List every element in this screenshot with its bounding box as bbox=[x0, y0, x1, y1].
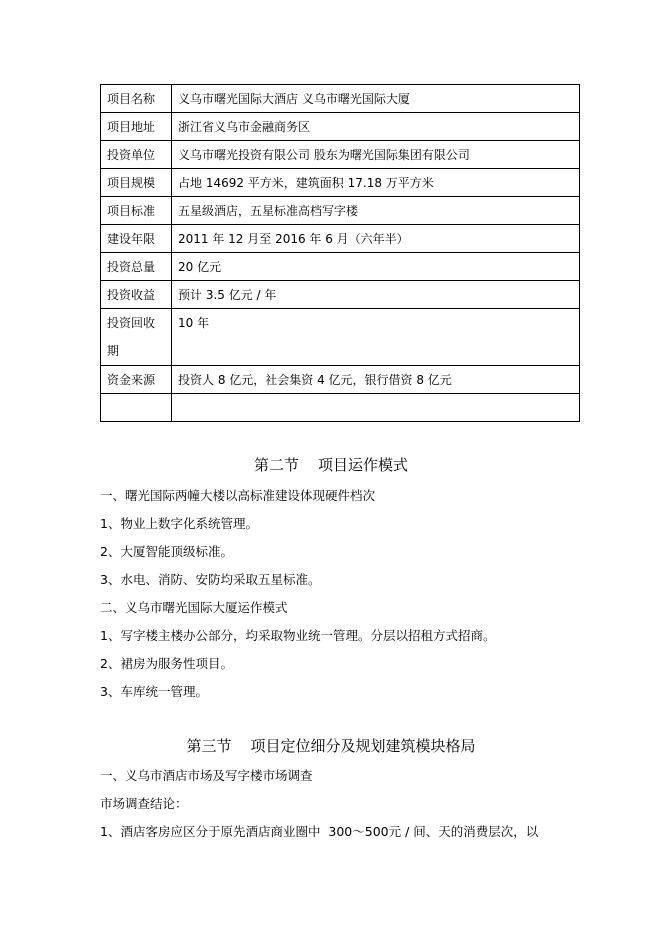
section-3-title: 第三节 项目定位细分及规划建筑模块格局 bbox=[186, 737, 476, 755]
table-row bbox=[101, 197, 580, 225]
table-row bbox=[101, 281, 580, 309]
row-value: 预计 3.5 亿元 / 年 bbox=[172, 281, 580, 309]
row-value: 2011 年 12 月至 2016 年 6 月（六年半） bbox=[172, 225, 580, 253]
table-row bbox=[101, 141, 580, 169]
section-2-line: 1、写字楼主楼办公部分，均采取物业统一管理。分层以招租方式招商。 bbox=[100, 628, 496, 643]
row-value: 义乌市曙光国际大酒店 义乌市曙光国际大厦 bbox=[172, 85, 580, 113]
section-2-line: 3、水电、消防、安防均采取五星标准。 bbox=[100, 572, 321, 587]
table-row bbox=[101, 366, 580, 394]
section-3-line: 一、义乌市酒店市场及写字楼市场调查 bbox=[100, 768, 313, 783]
row-label: 投资总量 bbox=[101, 253, 172, 281]
row-value: 五星级酒店，五星标准高档写字楼 bbox=[172, 197, 580, 225]
table-row bbox=[101, 225, 580, 253]
section-2-line: 2、大厦智能顶级标准。 bbox=[100, 544, 233, 559]
section-2-title: 第二节 项目运作模式 bbox=[253, 456, 409, 474]
row-value: 投资人 8 亿元，社会集资 4 亿元，银行借资 8 亿元 bbox=[172, 366, 580, 394]
row-value: 浙江省义乌市金融商务区 bbox=[172, 113, 580, 141]
row-label: 建设年限 bbox=[101, 225, 172, 253]
section-3-line: 市场调查结论： bbox=[100, 796, 188, 811]
table-row bbox=[101, 253, 580, 281]
row-label: 项目规模 bbox=[101, 169, 172, 197]
row-label: 资金来源 bbox=[101, 366, 172, 394]
section-3-line: 1、酒店客房应区分于原先酒店商业圈中 300～500元 / 间、天的消费层次，以 bbox=[100, 824, 539, 839]
table-row bbox=[101, 169, 580, 197]
table-row bbox=[101, 309, 580, 366]
table-row bbox=[101, 85, 580, 113]
section-2-line: 一、曙光国际两幢大楼以高标准建设体现硬件档次 bbox=[100, 488, 376, 503]
section-2-line: 2、裙房为服务性项目。 bbox=[100, 656, 233, 671]
row-value: 20 亿元 bbox=[172, 253, 580, 281]
section-2-line: 3、车库统一管理。 bbox=[100, 684, 208, 699]
row-value: 10 年 bbox=[172, 309, 580, 366]
section-2-line: 1、物业上数字化系统管理。 bbox=[100, 516, 258, 531]
row-value: 义乌市曙光投资有限公司 股东为曙光国际集团有限公司 bbox=[172, 141, 580, 169]
row-label: 投资回收期 bbox=[101, 309, 172, 366]
row-value bbox=[172, 394, 580, 422]
project-info-table bbox=[100, 84, 580, 422]
section-2-line: 二、义乌市曙光国际大厦运作模式 bbox=[100, 600, 288, 615]
row-label: 项目名称 bbox=[101, 85, 172, 113]
row-value: 占地 14692 平方米，建筑面积 17.18 万平方米 bbox=[172, 169, 580, 197]
row-label: 投资单位 bbox=[101, 141, 172, 169]
row-label: 项目地址 bbox=[101, 113, 172, 141]
row-label: 投资收益 bbox=[101, 281, 172, 309]
row-label: 项目标准 bbox=[101, 197, 172, 225]
row-label bbox=[101, 394, 172, 422]
table-row bbox=[101, 113, 580, 141]
table-row-empty bbox=[101, 394, 580, 422]
